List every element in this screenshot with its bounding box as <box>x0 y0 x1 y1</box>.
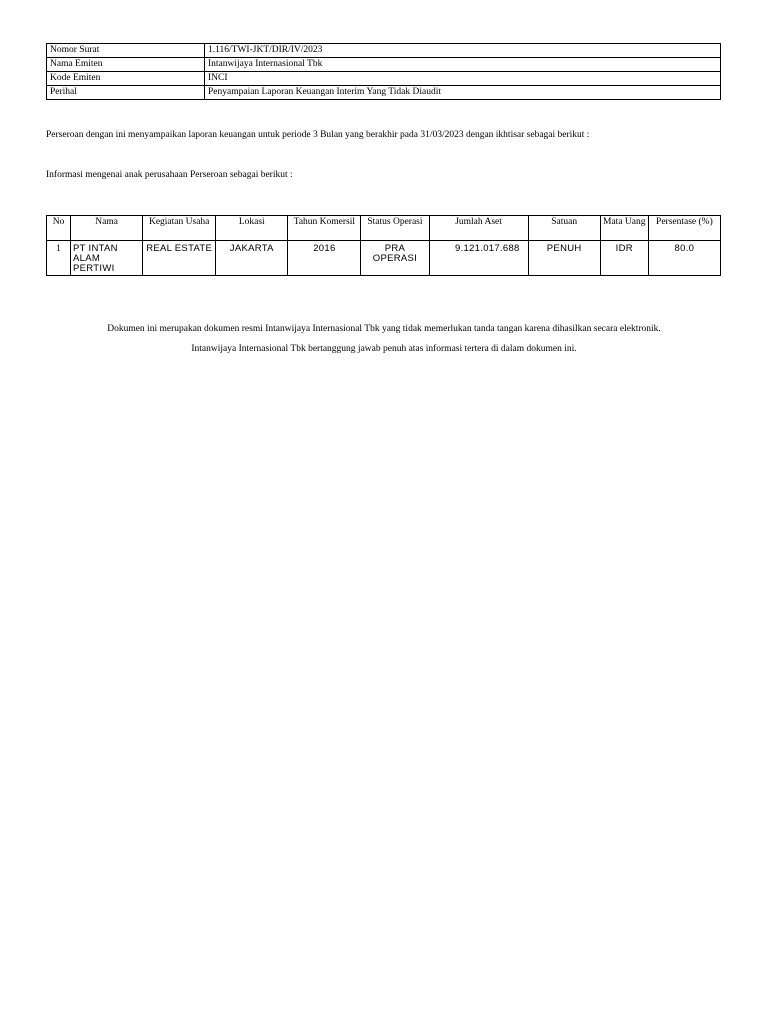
letter-info-label: Kode Emiten <box>47 72 205 86</box>
header-lokasi: Lokasi <box>216 216 288 241</box>
header-nama: Nama <box>71 216 143 241</box>
cell-no: 1 <box>47 241 71 276</box>
header-persentase: Persentase (%) <box>648 216 720 241</box>
cell-satuan: PENUH <box>528 241 600 276</box>
header-status-operasi: Status Operasi <box>361 216 429 241</box>
cell-tahun-komersil: 2016 <box>288 241 361 276</box>
header-no: No <box>47 216 71 241</box>
letter-info-row <box>47 72 721 86</box>
cell-persentase: 80.0 <box>648 241 720 276</box>
cell-jumlah-aset: 9.121.017.688 <box>429 241 528 276</box>
header-mata-uang: Mata Uang <box>600 216 648 241</box>
subsidiary-table <box>46 215 721 276</box>
cell-lokasi: JAKARTA <box>216 241 288 276</box>
letter-info-row <box>47 44 721 58</box>
letter-info-value: Penyampaian Laporan Keuangan Interim Yang Tidak Diaudit <box>205 86 721 100</box>
intro-paragraph: Perseroan dengan ini menyampaikan laporan keuangan untuk periode 3 Bulan yang berakhir pada 31/03/2023 dengan ikhtisar sebagai berikut : <box>46 130 590 140</box>
cell-mata-uang: IDR <box>600 241 648 276</box>
subsidiary-table-header-row <box>47 216 721 241</box>
cell-nama: PT INTAN ALAM PERTIWI <box>71 241 143 276</box>
footer-note-official: Dokumen ini merupakan dokumen resmi Intanwijaya Internasional Tbk yang tidak memerlukan tanda tangan karena dihasilkan secara elektronik. <box>107 324 661 334</box>
table-row <box>47 241 721 276</box>
letter-info-value: Intanwijaya Internasional Tbk <box>205 58 721 72</box>
footer-note-responsibility: Intanwijaya Internasional Tbk bertanggung jawab penuh atas informasi tertera di dalam dokumen ini. <box>191 344 577 354</box>
letter-info-table <box>46 43 721 100</box>
header-jumlah-aset: Jumlah Aset <box>429 216 528 241</box>
header-satuan: Satuan <box>528 216 600 241</box>
letter-info-label: Perihal <box>47 86 205 100</box>
subsidiary-intro-paragraph: Informasi mengenai anak perusahaan Perseroan sebagai berikut : <box>46 170 293 180</box>
header-tahun-komersil: Tahun Komersil <box>288 216 361 241</box>
header-kegiatan-usaha: Kegiatan Usaha <box>143 216 216 241</box>
letter-info-label: Nomor Surat <box>47 44 205 58</box>
letter-info-value: 1.116/TWI-JKT/DIR/IV/2023 <box>205 44 721 58</box>
cell-kegiatan-usaha: REAL ESTATE <box>143 241 216 276</box>
letter-info-row <box>47 86 721 100</box>
letter-info-value: INCI <box>205 72 721 86</box>
letter-info-row <box>47 58 721 72</box>
letter-info-label: Nama Emiten <box>47 58 205 72</box>
cell-status-operasi: PRA OPERASI <box>361 241 429 276</box>
